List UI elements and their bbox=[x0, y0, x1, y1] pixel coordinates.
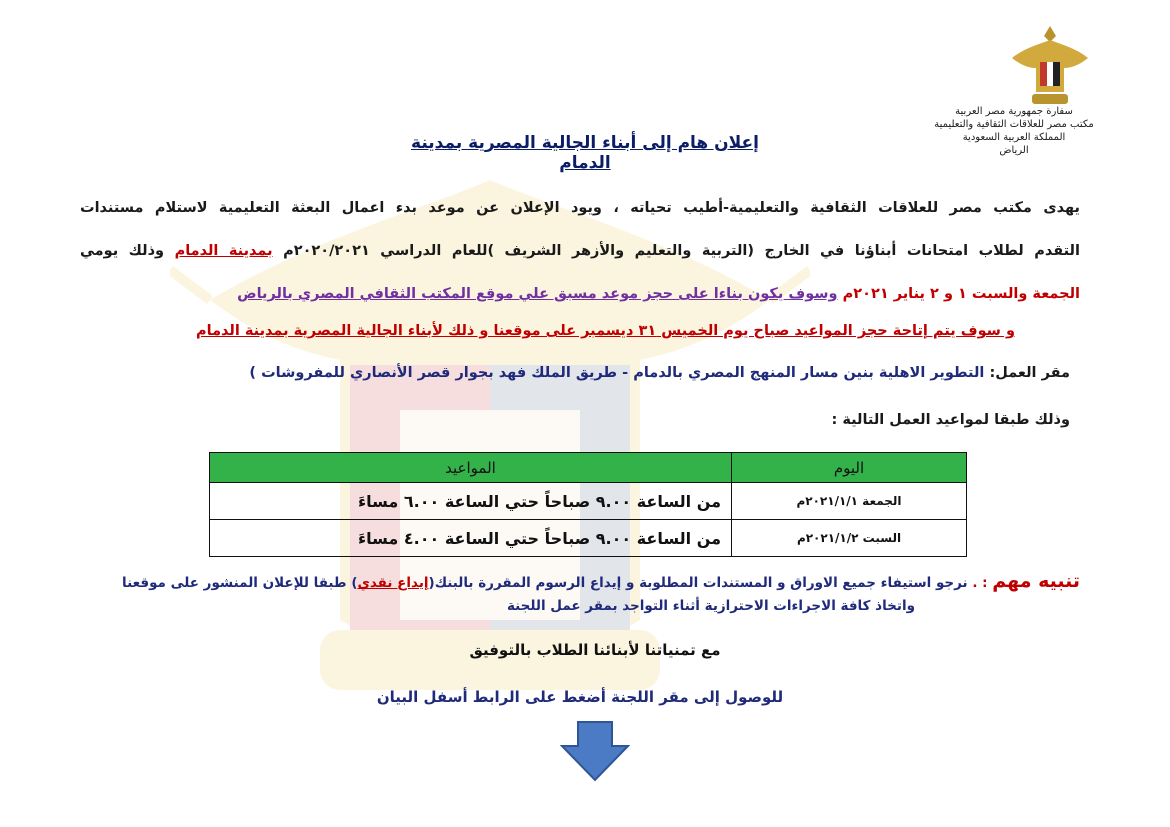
embassy-line: مكتب مصر للعلاقات الثقافية والتعليمية bbox=[934, 119, 1094, 130]
table-header-row bbox=[210, 453, 967, 483]
notice-label: تنبيه مهم bbox=[992, 570, 1080, 592]
emblem-watermark bbox=[170, 150, 810, 710]
notice-line-1 bbox=[80, 570, 1080, 592]
closing-wish: مع تمنياتنا لأبنائنا الطلاب بالتوفيق bbox=[469, 641, 721, 659]
table-row bbox=[210, 520, 967, 557]
announcement-title: إعلان هام إلى أبناء الجالية المصرية بمدينة الدمام bbox=[411, 133, 759, 173]
embassy-line: سفارة جمهورية مصر العربية bbox=[955, 106, 1073, 117]
row-time: من الساعة ٩.٠٠ صباحاً حتي الساعة ٦.٠٠ مساءَ bbox=[210, 483, 732, 520]
row-day: السبت ٢٠٢١/١/٢م bbox=[732, 520, 967, 557]
notice-colon: : . bbox=[972, 575, 988, 591]
schedule-intro: وذلك طبقا لمواعيد العمل التالية : bbox=[831, 412, 1070, 428]
embassy-address bbox=[924, 105, 1104, 157]
work-location bbox=[249, 365, 1070, 381]
exam-dates: الجمعة والسبت ١ و ٢ يناير ٢٠٢١م bbox=[842, 286, 1080, 302]
schedule-table bbox=[209, 452, 967, 557]
header-time: المواعيد bbox=[210, 453, 732, 483]
booking-note: وسوف يكون بناءا على حجز موعد مسبق علي موقع المكتب الثقافي المصري بالرياض bbox=[237, 286, 838, 302]
text-segment: التقدم لطلاب امتحانات أبناؤنا في الخارج (التربية والتعليم والأزهر الشريف )للعام الدراسي ٢٠٢٠/٢٠٢١م bbox=[283, 243, 1080, 259]
booking-availability: و سوف يتم إتاحة حجز المواعيد صباح يوم الخميس ٣١ ديسمبر على موقعنا و ذلك لأبناء الجالية المصرية بمدينة الدمام bbox=[196, 323, 1015, 339]
down-arrow-icon[interactable] bbox=[560, 720, 630, 782]
table-row bbox=[210, 483, 967, 520]
header-day: اليوم bbox=[732, 453, 967, 483]
important-notice bbox=[80, 570, 1080, 614]
paragraph-line-1: يهدى مكتب مصر للعلاقات الثقافية والتعليمية-أطيب تحياته ، ويود الإعلان عن موعد بدء اعمال البعثة التعليمية لاستلام مستندات bbox=[80, 200, 1080, 216]
location-label: مقر العمل: bbox=[989, 365, 1070, 381]
embassy-line: المملكة العربية السعودية bbox=[962, 132, 1066, 143]
paragraph-line-3 bbox=[237, 286, 1080, 302]
row-time: من الساعة ٩.٠٠ صباحاً حتي الساعة ٤.٠٠ مساءَ bbox=[210, 520, 732, 557]
embassy-line: الرياض bbox=[999, 145, 1029, 156]
notice-text: نرجو استيفاء جميع الاوراق و المستندات المطلوبة و إيداع الرسوم المقررة بالبنك( bbox=[428, 575, 968, 591]
paragraph-line-2 bbox=[80, 243, 1080, 259]
notice-line-2: واتخاذ كافة الاجراءات الاحترازية أثناء التواجد بمقر عمل اللجنة bbox=[506, 598, 915, 614]
egypt-eagle-logo bbox=[1010, 22, 1090, 112]
location-link-text: للوصول إلى مقر اللجنة أضغط على الرابط أسفل البيان bbox=[376, 688, 784, 706]
location-address: التطوير الاهلية بنين مسار المنهج المصري بالدمام - طريق الملك فهد بجوار قصر الأنصاري للمفروشات ) bbox=[249, 365, 985, 381]
text-segment: وذلك يومي bbox=[80, 243, 165, 259]
notice-text: ) طبقا للإعلان المنشور على موقعنا bbox=[122, 575, 358, 591]
cash-deposit: إيداع نقدي bbox=[357, 575, 429, 591]
row-day: الجمعة ٢٠٢١/١/١م bbox=[732, 483, 967, 520]
city-name: بمدينة الدمام bbox=[174, 243, 273, 259]
